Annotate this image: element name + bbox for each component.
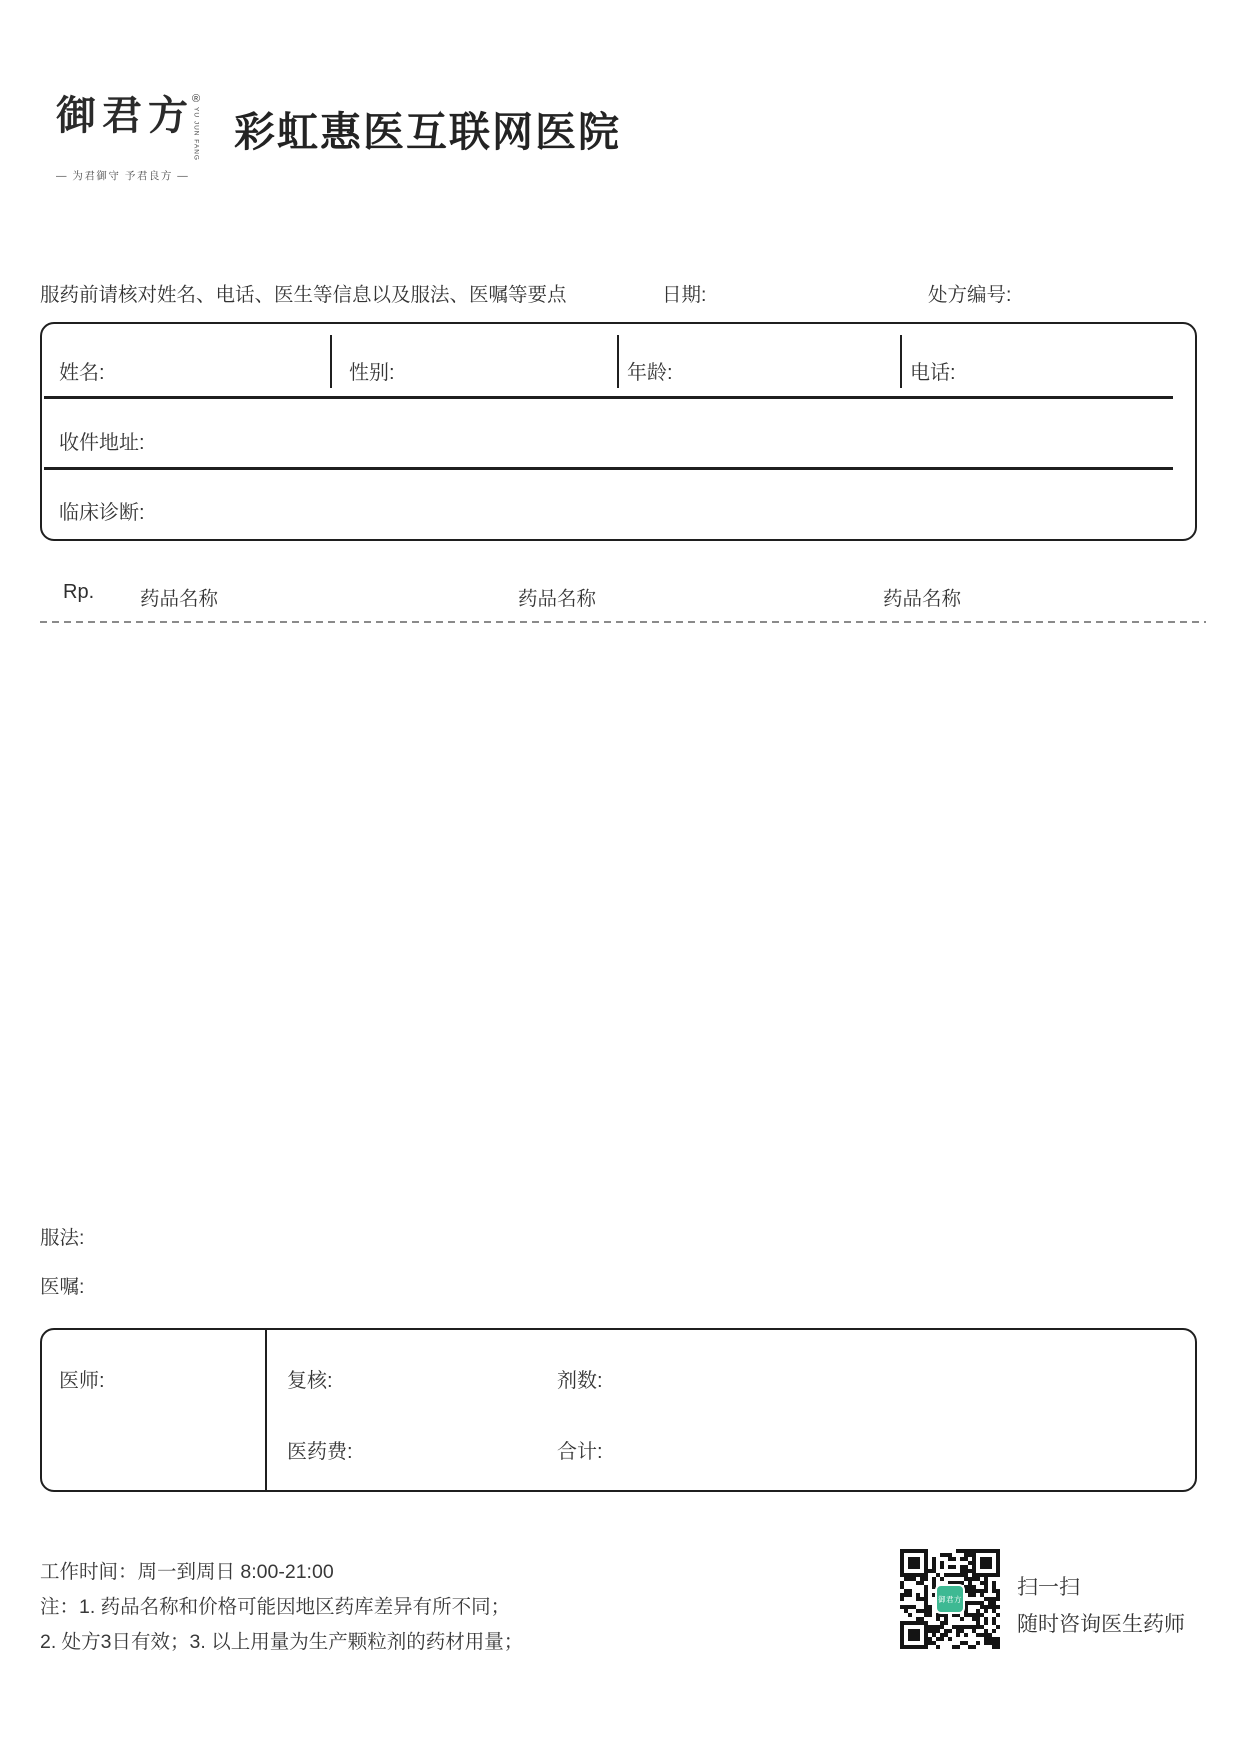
- patient-info-box: [40, 322, 1197, 541]
- column-divider: [265, 1330, 267, 1490]
- scan-subtitle: 随时咨询医生药师: [1017, 1613, 1185, 1636]
- column-divider: [617, 335, 619, 388]
- dashed-separator: [40, 621, 1206, 623]
- brand-logo: [56, 94, 200, 183]
- medicine-name-column-header: 药品名称: [518, 588, 597, 610]
- patient-age-label: 年龄:: [627, 362, 673, 384]
- verify-notice-text: 服药前请核对姓名、电话、医生等信息以及服法、医嘱等要点: [40, 284, 567, 306]
- work-time-text: 工作时间：周一到周日 8:00-21:00: [40, 1561, 334, 1583]
- dose-count-label: 剂数:: [557, 1370, 603, 1392]
- signoff-box: [40, 1328, 1197, 1492]
- brand-tagline: — 为君御守 予君良方 —: [56, 169, 190, 182]
- row-divider: [44, 467, 1173, 470]
- hospital-title: 彩虹惠医互联网医院: [234, 109, 621, 155]
- patient-gender-label: 性别:: [349, 362, 395, 384]
- review-label: 复核:: [287, 1370, 333, 1392]
- qr-center-logo: 御君方: [935, 1584, 965, 1614]
- usage-method-label: 服法:: [40, 1227, 85, 1249]
- qr-code: [900, 1549, 1000, 1649]
- column-divider: [330, 335, 332, 388]
- note-line-2: 2. 处方3日有效；3. 以上用量为生产颗粒剂的药材用量；: [40, 1631, 524, 1653]
- medicine-name-column-header: 药品名称: [883, 588, 962, 610]
- total-label: 合计:: [557, 1441, 603, 1463]
- clinical-diagnosis-label: 临床诊断:: [59, 502, 145, 524]
- brand-logo-pinyin: YU JUN FANG: [192, 107, 200, 161]
- medicine-name-column-header: 药品名称: [140, 588, 219, 610]
- medicine-fee-label: 医药费:: [287, 1441, 353, 1463]
- doctor-advice-label: 医嘱:: [40, 1276, 85, 1298]
- date-label: 日期:: [662, 284, 707, 306]
- row-divider: [44, 396, 1173, 399]
- registered-trademark-icon: ®: [192, 93, 201, 105]
- column-divider: [900, 335, 902, 388]
- doctor-label: 医师:: [59, 1370, 105, 1392]
- note-line-1: 注：1. 药品名称和价格可能因地区药库差异有所不同；: [40, 1596, 511, 1618]
- brand-logo-text: 御君方: [56, 92, 194, 139]
- patient-phone-label: 电话:: [910, 362, 956, 384]
- patient-name-label: 姓名:: [59, 362, 105, 384]
- rp-label: Rp.: [63, 581, 95, 603]
- shipping-address-label: 收件地址:: [59, 432, 145, 454]
- scan-label: 扫一扫: [1017, 1576, 1080, 1599]
- prescription-number-label: 处方编号:: [928, 284, 1012, 306]
